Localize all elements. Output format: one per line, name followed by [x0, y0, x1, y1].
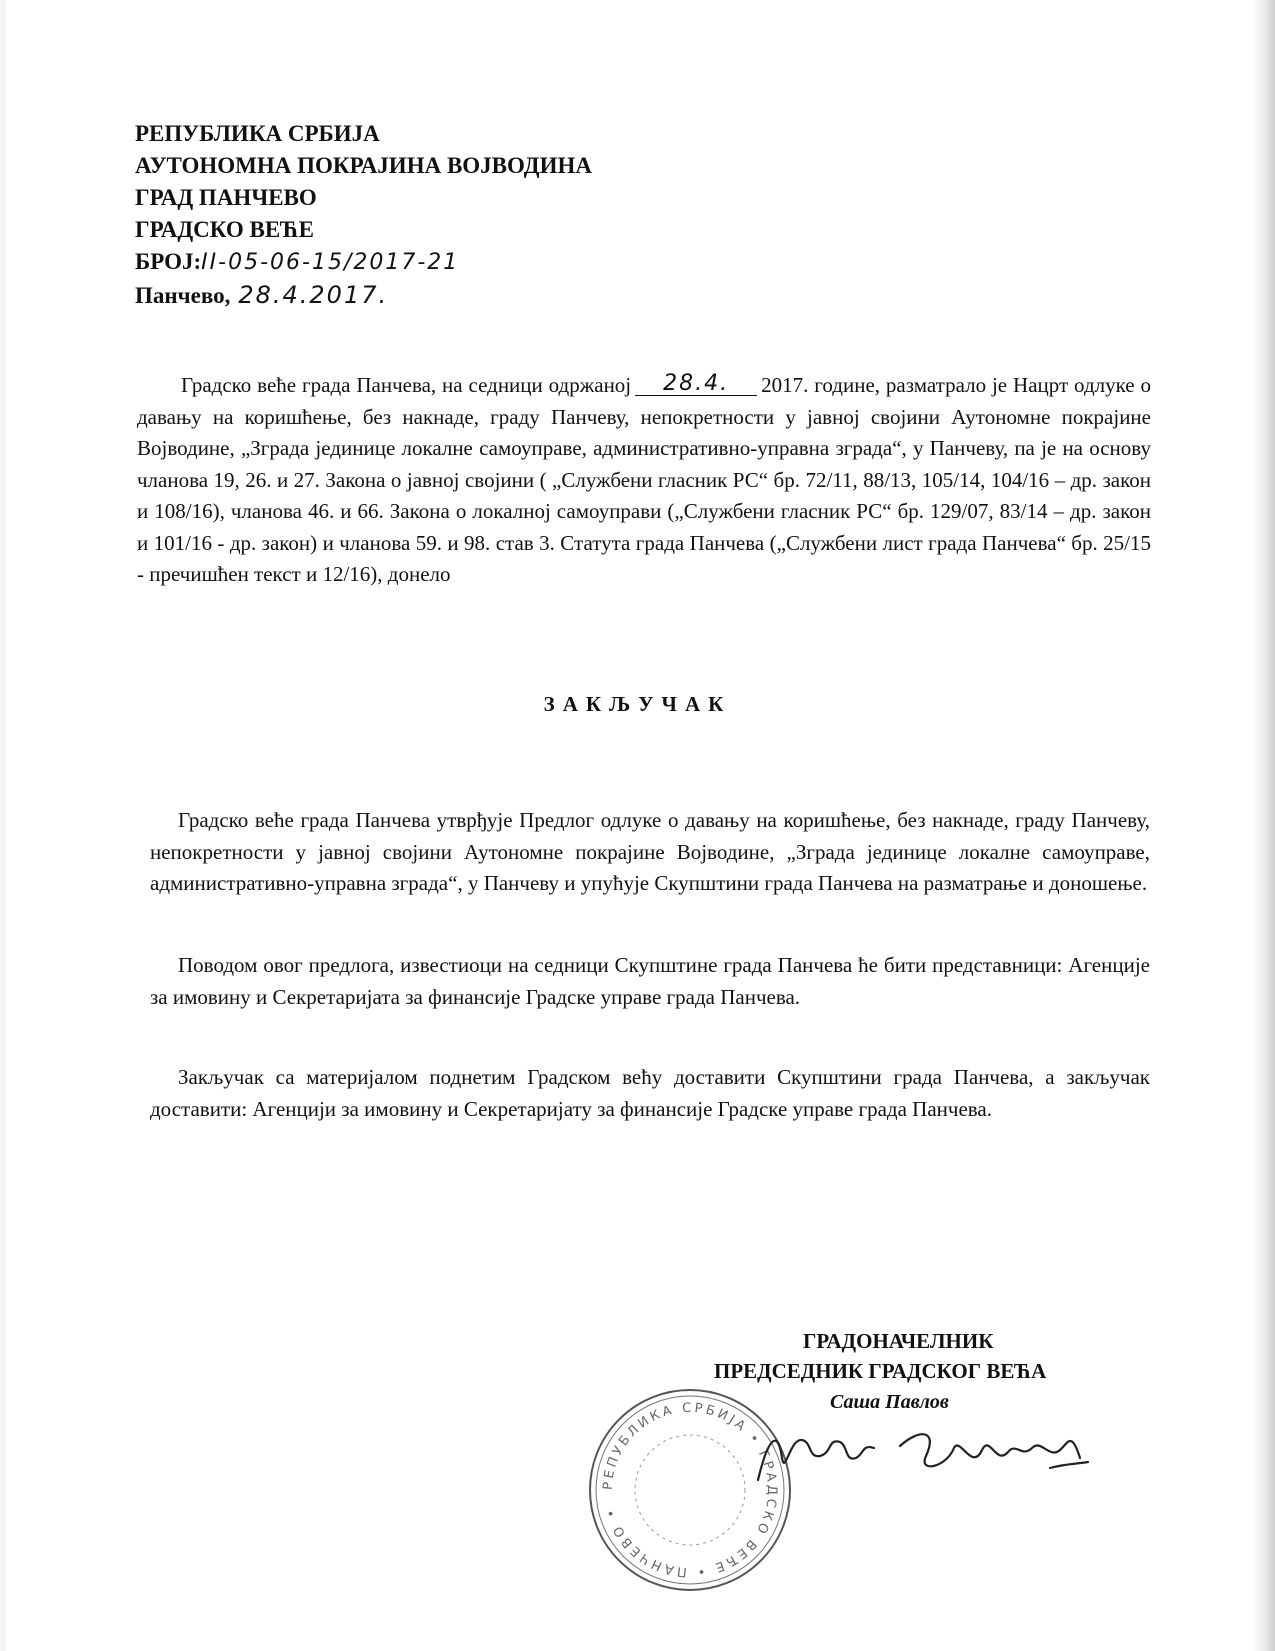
header-place-date [135, 279, 592, 312]
conclusion-text-1: Градско веће града Панчева утврђује Предлог одлуке о давању на коришћење, без накнаде, граду Панчеву, непокретности у јавној својини Аутономне покрајине Војводине, „Зграда јединице локалне самоуправе, административно-управна зграда“, у Панчеву и упућује Скупштини града Панчева на разматрање и доношење. [150, 808, 1150, 895]
signature-stroke [758, 1434, 1088, 1480]
signatory-title-mayor: ГРАДОНАЧЕЛНИК [803, 1329, 994, 1353]
conclusion-paragraph-3 [150, 1062, 1150, 1125]
handwritten-signature [750, 1418, 1100, 1498]
place-label: Панчево, [135, 283, 231, 308]
stamp-text-path: РЕПУБЛИКА СРБИЈА • ГРАДСКО ВЕЋЕ • ПАНЧЕВО • [600, 1400, 780, 1580]
document-title: ЗАКЉУЧАК [543, 692, 732, 716]
preamble-part2: 2017. године, разматрало је Нацрт одлуке о давању на коришћење, без накнаде, граду Панчеву, непокретности у јавној својини Аутономне покрајине Војводине, „Зграда јединице локалне самоуправе, административно-управна зграда“, у Панчеву, па је на основу чланова 19, 26. и 27. Закона о јавној својини ( „Службени гласник РС“ бр. 72/11, 88/13, 105/14, 104/16 – др. закон и 108/16), чланова 46. и 66. Закона о локалној самоуправи („Службени гласник РС“ бр. 129/07, 83/14 – др. закон и 101/16 - др. закон) и чланова 59. и 98. став 3. Статута града Панчева („Службени лист града Панчева“ бр. 25/15 - пречишћен текст и 12/16), донело [137, 373, 1151, 586]
session-date-handwritten: 28.4. [663, 371, 730, 396]
signatory-title-president: ПРЕДСЕДНИК ГРАДСКОГ ВЕЋА [714, 1359, 1047, 1383]
scan-edge-left [0, 0, 6, 1651]
header-republic: РЕПУБЛИКА СРБИЈА [135, 121, 380, 146]
header-council: ГРАДСКО ВЕЋЕ [135, 217, 314, 242]
header-city: ГРАД ПАНЧЕВО [135, 185, 317, 210]
conclusion-text-3: Закључак са материјалом поднетим Градском већу доставити Скупштини града Панчева, а закључак доставити: Агенцији за имовину и Секретаријату за финансије Градске управе града Панчева. [150, 1065, 1150, 1121]
number-label: БРОЈ: [135, 249, 202, 274]
conclusion-text-2: Поводом овог предлога, известиоци на седници Скупштине града Панчева ће бити представници: Агенције за имовину и Секретаријата за финансије Градске управе града Панчева. [150, 953, 1150, 1009]
header-province: АУТОНОМНА ПОКРАЈИНА ВОЈВОДИНА [135, 153, 592, 178]
session-date-field [635, 372, 757, 396]
conclusion-paragraph-2 [150, 950, 1150, 1013]
document-header [135, 118, 592, 312]
preamble-paragraph [137, 370, 1151, 591]
place-date-handwritten: 28.4.2017. [238, 281, 389, 309]
scan-edge-right [1253, 0, 1275, 1651]
preamble-part1: Градско веће града Панчева, на седници одржаној [181, 373, 632, 397]
conclusion-paragraph-1 [150, 805, 1150, 900]
stamp-center-ring [635, 1435, 745, 1545]
header-number [135, 246, 592, 279]
number-value-handwritten: II-05-06-15/2017-21 [201, 250, 460, 275]
signatory-name: Саша Павлов [830, 1391, 949, 1413]
